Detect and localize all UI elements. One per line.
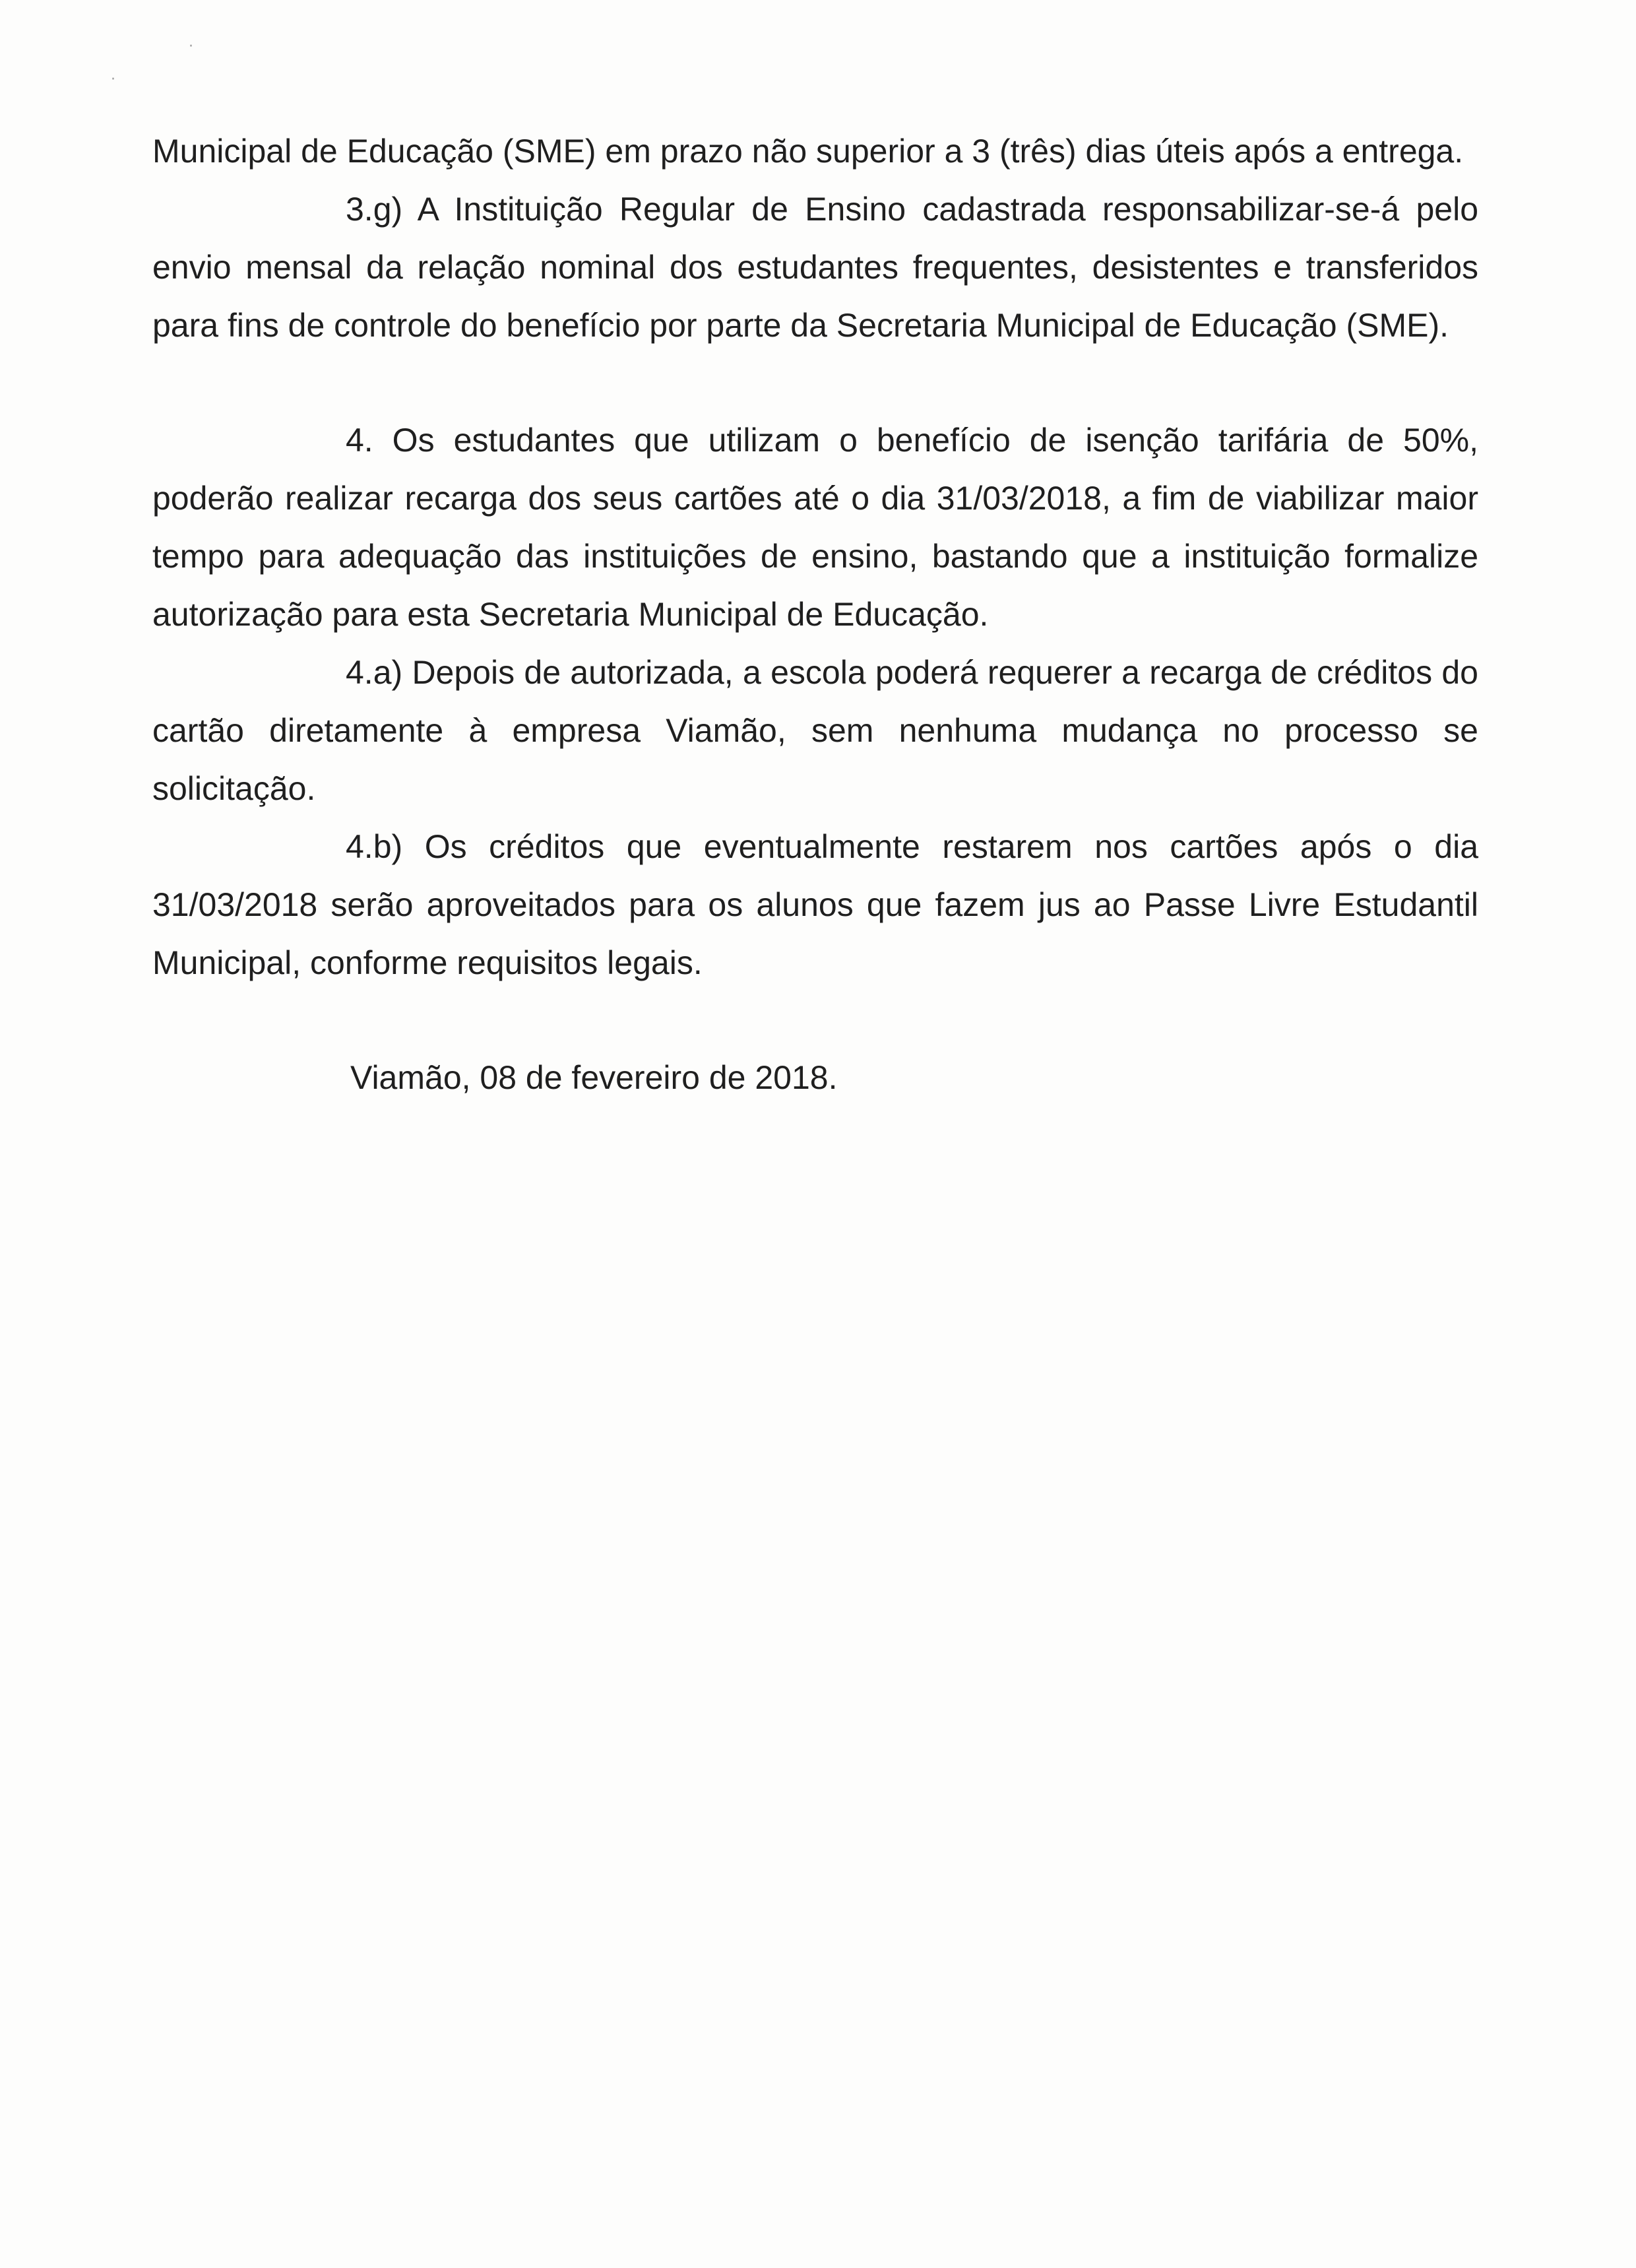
paragraph-3g: 3.g) A Instituição Regular de Ensino cadastrada responsabilizar-se-á pelo envio mensal da relação nominal dos estudantes frequentes, desistentes e transferidos para fins de controle do benefício por parte da Secretaria Municipal de Educação (SME). bbox=[152, 191, 1478, 344]
paragraph-4a: 4.a) Depois de autorizada, a escola poderá requerer a recarga de créditos do cartão diretamente à empresa Viamão, sem nenhuma mudança no processo se solicitação. bbox=[152, 654, 1478, 807]
date-line: Viamão, 08 de fevereiro de 2018. bbox=[350, 1059, 838, 1096]
document-body bbox=[152, 122, 1478, 1107]
scan-mark: · bbox=[189, 38, 193, 55]
scan-mark: · bbox=[111, 71, 115, 88]
paragraph-4: 4. Os estudantes que utilizam o benefício de isenção tarifária de 50%, poderão realizar recarga dos seus cartões até o dia 31/03/2018, a fim de viabilizar maior tempo para adequação das instituições de ensino, bastando que a instituição formalize autorização para esta Secretaria Municipal de Educação. bbox=[152, 422, 1478, 633]
paragraph-continuation: Municipal de Educação (SME) em prazo não superior a 3 (três) dias úteis após a entrega. bbox=[152, 133, 1464, 170]
paragraph-4b: 4.b) Os créditos que eventualmente restarem nos cartões após o dia 31/03/2018 serão aproveitados para os alunos que fazem jus ao Passe Livre Estudantil Municipal, conforme requisitos legais. bbox=[152, 828, 1478, 981]
